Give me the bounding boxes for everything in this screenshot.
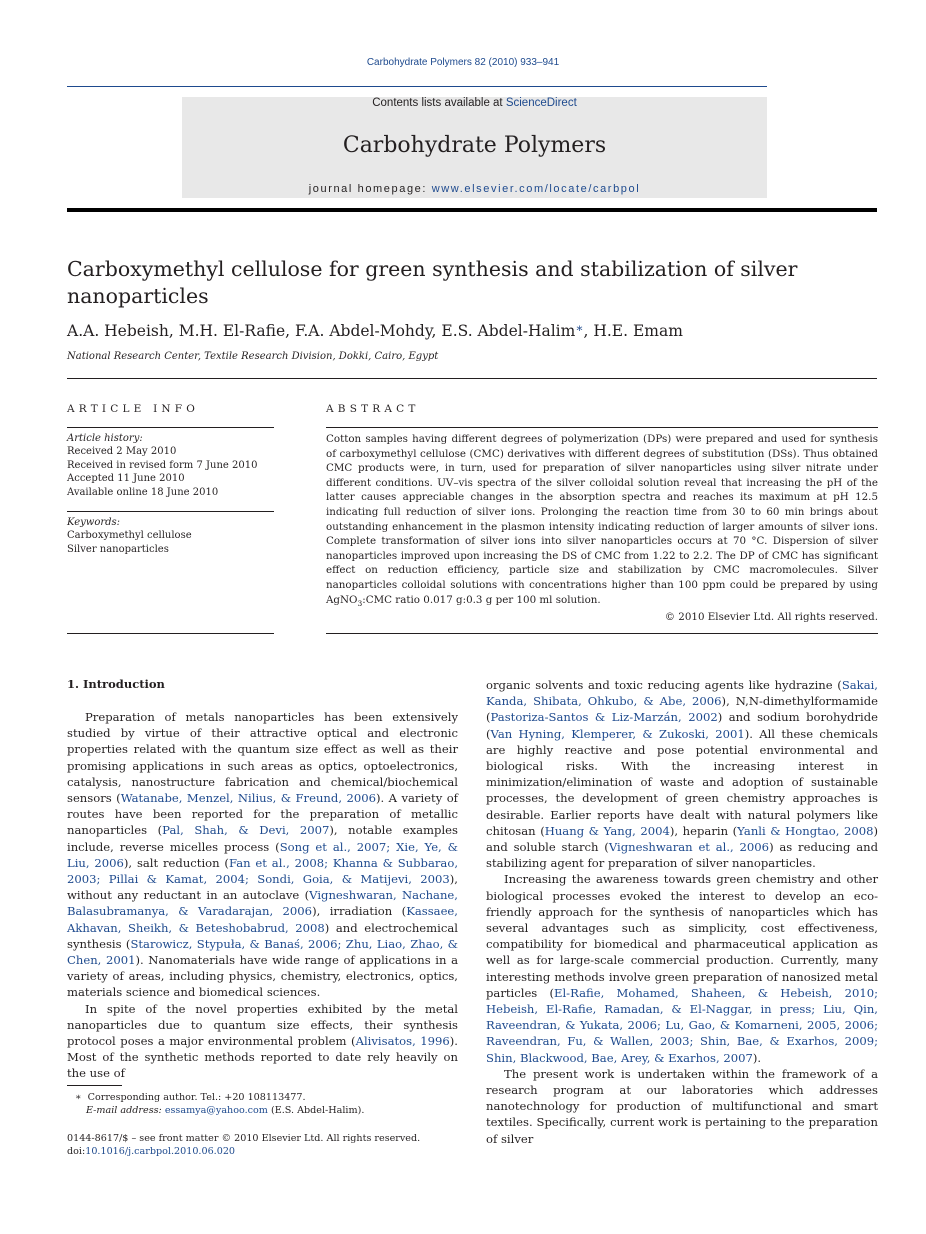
journal-reference[interactable]: Carbohydrate Polymers 82 (2010) 933–941 (366, 57, 560, 68)
body-text: ), without any reductant in an autoclave ( (67, 872, 458, 903)
article-history (67, 432, 277, 499)
footnote (75, 1091, 465, 1117)
body-text: ) and sodium borohydride ( (486, 710, 878, 741)
body-text: The present work is undertaken within the framework of a research program at our laboratories which addresses nanotechnology for production of multifunctional and smart textiles. Specifically, current work is pertaining to the preparation of silver (486, 1066, 878, 1146)
body-text: In spite of the novel properties exhibited by the metal nanoparticles due to quantum size effects, their synthesis protocol poses a major environmental problem ( (67, 1001, 458, 1049)
citation-link[interactable]: Van Hyning, Klemperer, & Zukoski, 2001 (490, 726, 745, 741)
title-line-2: nanoparticles (67, 284, 209, 308)
doi-prefix: doi: (67, 1146, 86, 1158)
keywords (67, 516, 277, 556)
citation-link[interactable]: Huang & Yang, 2004 (544, 823, 670, 838)
abstract-text (326, 432, 878, 611)
email-owner: (E.S. Abdel-Halim). (267, 1105, 365, 1117)
info-bottom-rule (67, 633, 274, 634)
left-column (67, 709, 458, 1082)
body-text: ). Nanomaterials have wide range of applications in a variety of areas, including physics, chemistry, electronics, optics, materials science and biomedical sciences. (67, 953, 459, 1000)
body-text: ), notable examples include, reverse micelles process ( (67, 823, 458, 854)
footnote-rule (67, 1085, 122, 1086)
doi-link[interactable]: 10.1016/j.carbpol.2010.06.020 (85, 1146, 236, 1158)
page-footer (67, 1132, 487, 1158)
contents-prefix: Contents lists available at (372, 97, 506, 109)
intro-paragraph-1 (67, 709, 458, 1001)
body-text: ). Most of the synthetic methods reported to date rely heavily on the use of (67, 1034, 458, 1081)
body-text: ). A variety of routes have been reported for the preparation of metallic nanoparticles ( (67, 791, 458, 838)
journal-banner (182, 97, 767, 198)
keywords-label: Keywords: (67, 517, 121, 528)
body-text: ). All these chemicals are highly reactive and pose potential environmental and biological risks. With the increasing interest in minimization/elimination of waste and adoption of sustainable processes, the development of green chemistry approaches is desirable. Earlier reports have dealt with natural polymers like chitosan ( (486, 726, 879, 838)
affiliation: National Research Center, Textile Research Division, Dokki, Cairo, Egypt (67, 351, 439, 362)
citation-link[interactable]: Vigneshwaran et al., 2006 (608, 840, 770, 855)
citation-link[interactable]: Sakai, Kanda, Shibata, Ohkubo, & Abe, 2006 (486, 678, 878, 709)
journal-title: Carbohydrate Polymers (342, 133, 607, 158)
citation-link[interactable]: Alivisatos, 1996 (355, 1034, 450, 1049)
article-info-heading: ARTICLE INFO (67, 403, 200, 415)
abstract-copyright: © 2010 Elsevier Ltd. All rights reserved. (664, 611, 878, 623)
keywords-rule (67, 511, 274, 512)
body-text: ) and electrochemical synthesis ( (67, 920, 458, 951)
journal-homepage (182, 183, 767, 195)
history-accepted: Accepted 11 June 2010 (67, 473, 185, 485)
issn-line: 0144-8617/$ – see front matter © 2010 Elsevier Ltd. All rights reserved. (67, 1133, 421, 1144)
title-rule (67, 378, 877, 379)
corresponding-mark[interactable]: ∗ (575, 321, 584, 335)
body-text: ). (752, 1050, 762, 1065)
citation-link[interactable]: Watanabe, Menzel, Nilius, & Freund, 2006 (120, 791, 376, 806)
intro-paragraph-3 (486, 677, 878, 871)
abstract-heading: ABSTRACT (326, 403, 420, 415)
keyword-item: Carboxymethyl cellulose (67, 530, 192, 542)
email-label: E-mail address: (86, 1105, 165, 1117)
header-rule (67, 86, 767, 87)
citation-link[interactable]: Starowicz, Stypuła, & Banaś, 2006; Zhu, Liao, Zhao, & Chen, 2001 (67, 936, 458, 968)
homepage-link[interactable]: www.elsevier.com/locate/carbpol (431, 183, 641, 195)
banner-rule (67, 208, 877, 212)
history-received: Received 2 May 2010 (67, 446, 177, 458)
history-revised: Received in revised form 7 June 2010 (67, 459, 258, 471)
email-link[interactable]: essamya@yahoo.com (164, 1105, 268, 1117)
body-text: ), salt reduction ( (123, 855, 229, 870)
right-column (486, 677, 878, 1147)
citation-link[interactable]: Pal, Shah, & Devi, 2007 (162, 823, 330, 838)
intro-heading: 1. Introduction (67, 677, 165, 691)
footnote-text: Corresponding author. Tel.: +20 108113477. (87, 1092, 306, 1103)
body-text: ), heparin ( (669, 823, 738, 838)
article-info-rule (67, 427, 274, 428)
body-text: Preparation of metals nanoparticles has been extensively studied by virtue of their attractive optical and electronic properties related with the quantum size effect as well as their promising applications in such areas as optics, optoelectronics, catalysis, nanostructure fabrication and chemical/biochemical sensors ( (67, 710, 458, 806)
title-line-1: Carboxymethyl cellulose for green synthesis and stabilization of silver (67, 257, 798, 281)
body-text: ) and soluble starch ( (486, 823, 878, 855)
body-text: organic solvents and toxic reducing agents like hydrazine ( (486, 678, 842, 692)
intro-paragraph-2 (67, 1001, 458, 1082)
history-label: Article history: (67, 433, 143, 444)
body-text: ), irradiation ( (312, 904, 407, 919)
abstract-bottom-rule (326, 633, 878, 634)
authors (67, 321, 867, 340)
citation-link[interactable]: Pastoriza-Santos & Liz-Marzán, 2002 (490, 710, 718, 725)
intro-paragraph-5 (486, 1066, 878, 1147)
footnote-mark: ∗ (75, 1092, 82, 1103)
abstract-rule (326, 427, 878, 428)
citation-link[interactable]: Fan et al., 2008; Khanna & Subbarao, 2003; Pillai & Kamat, 2004; Sondi, Goia, & Matijevi, 2003 (67, 855, 459, 887)
citation-link[interactable]: El-Rafie, Mohamed, Shaheen, & Hebeish, 2010; Hebeish, El-Rafie, Ramadan, & El-Naggar, in press; Liu, Qin, Raveendran, & Yukata, 2006; Lu, Gao, & Komarneni, 2005, 2006; Raveendran, Fu, & Wallen, 2003; Shin, Bae, & Exarhos, 2009; Shin, Blackwood, Bae, Arey, & Exarhos, 2007 (486, 985, 878, 1065)
body-text: ), N,N-dimethylformamide ( (486, 694, 878, 725)
body-text: Increasing the awareness towards green chemistry and other biological processes evoked the interest to develop an eco-friendly approach for the synthesis of nanoparticles which has several advantages such as simplicity, cost effectiveness, compatibility for biomedical and pharmaceutical application as well as for large-scale commercial production. Currently, many interesting methods involve green preparation of nanosized metal particles ( (486, 872, 878, 1000)
history-online: Available online 18 June 2010 (67, 486, 219, 498)
citation-link[interactable]: Song et al., 2007; Xie, Ye, & Liu, 2006 (67, 839, 458, 870)
citation-link[interactable]: Vigneshwaran, Nachane, Balasubramanya, & Varadarajan, 2006 (67, 888, 458, 919)
authors-text: A.A. Hebeish, M.H. El-Rafie, F.A. Abdel-Mohdy, E.S. Abdel-Halim (67, 322, 576, 340)
homepage-prefix: journal homepage: (308, 183, 432, 195)
abstract-body-end: :CMC ratio 0.017 g:0.3 g per 100 ml solution. (362, 593, 601, 606)
intro-paragraph-4 (486, 871, 878, 1065)
citation-link[interactable]: Yanli & Hongtao, 2008 (737, 823, 874, 838)
contents-line (182, 97, 767, 109)
abstract-subscript: 3 (357, 598, 363, 608)
abstract-body: Cotton samples having different degrees of polymerization (DPs) were prepared and used for synthesis of carboxymethyl cellulose (CMC) derivatives with different degrees of substitution (DSs). Thus obtained CMC products were, in turn, used for preparation of silver nanoparticles using silver nitrate under different conditions. UV–vis spectra of the silver colloidal solution reveal that increasing the pH of the latter causes appreciable changes in the absorption spectra and reaches its maximum at pH 12.5 indicating full reduction of silver ions. Prolonging the reaction time from 30 to 60 min brings about outstanding enhancement in the plasmon intensity indicating reduction of larger amounts of silver ions. Complete transformation of silver ions into silver nanoparticles occurs at 70 °C. Dispersion of silver nanoparticles improved upon increasing the DS of CMC from 1.22 to 2.2. The DP of CMC has significant effect on reduction efficiency, particle size and stabilization by CMC macromolecules. Silver nanoparticles colloidal solutions with concentrations higher than 100 ppm could be prepared by using AgNO (326, 433, 878, 606)
sciencedirect-link[interactable]: ScienceDirect (505, 97, 577, 109)
keyword-item: Silver nanoparticles (67, 543, 169, 555)
article-title (67, 256, 827, 310)
authors-text-end: , H.E. Emam (583, 322, 683, 340)
body-text: ) as reducing and stabilizing agent for preparation of silver nanoparticles. (486, 840, 879, 871)
citation-link[interactable]: Kassaee, Akhavan, Sheikh, & Beteshobabrud, 2008 (67, 904, 458, 935)
